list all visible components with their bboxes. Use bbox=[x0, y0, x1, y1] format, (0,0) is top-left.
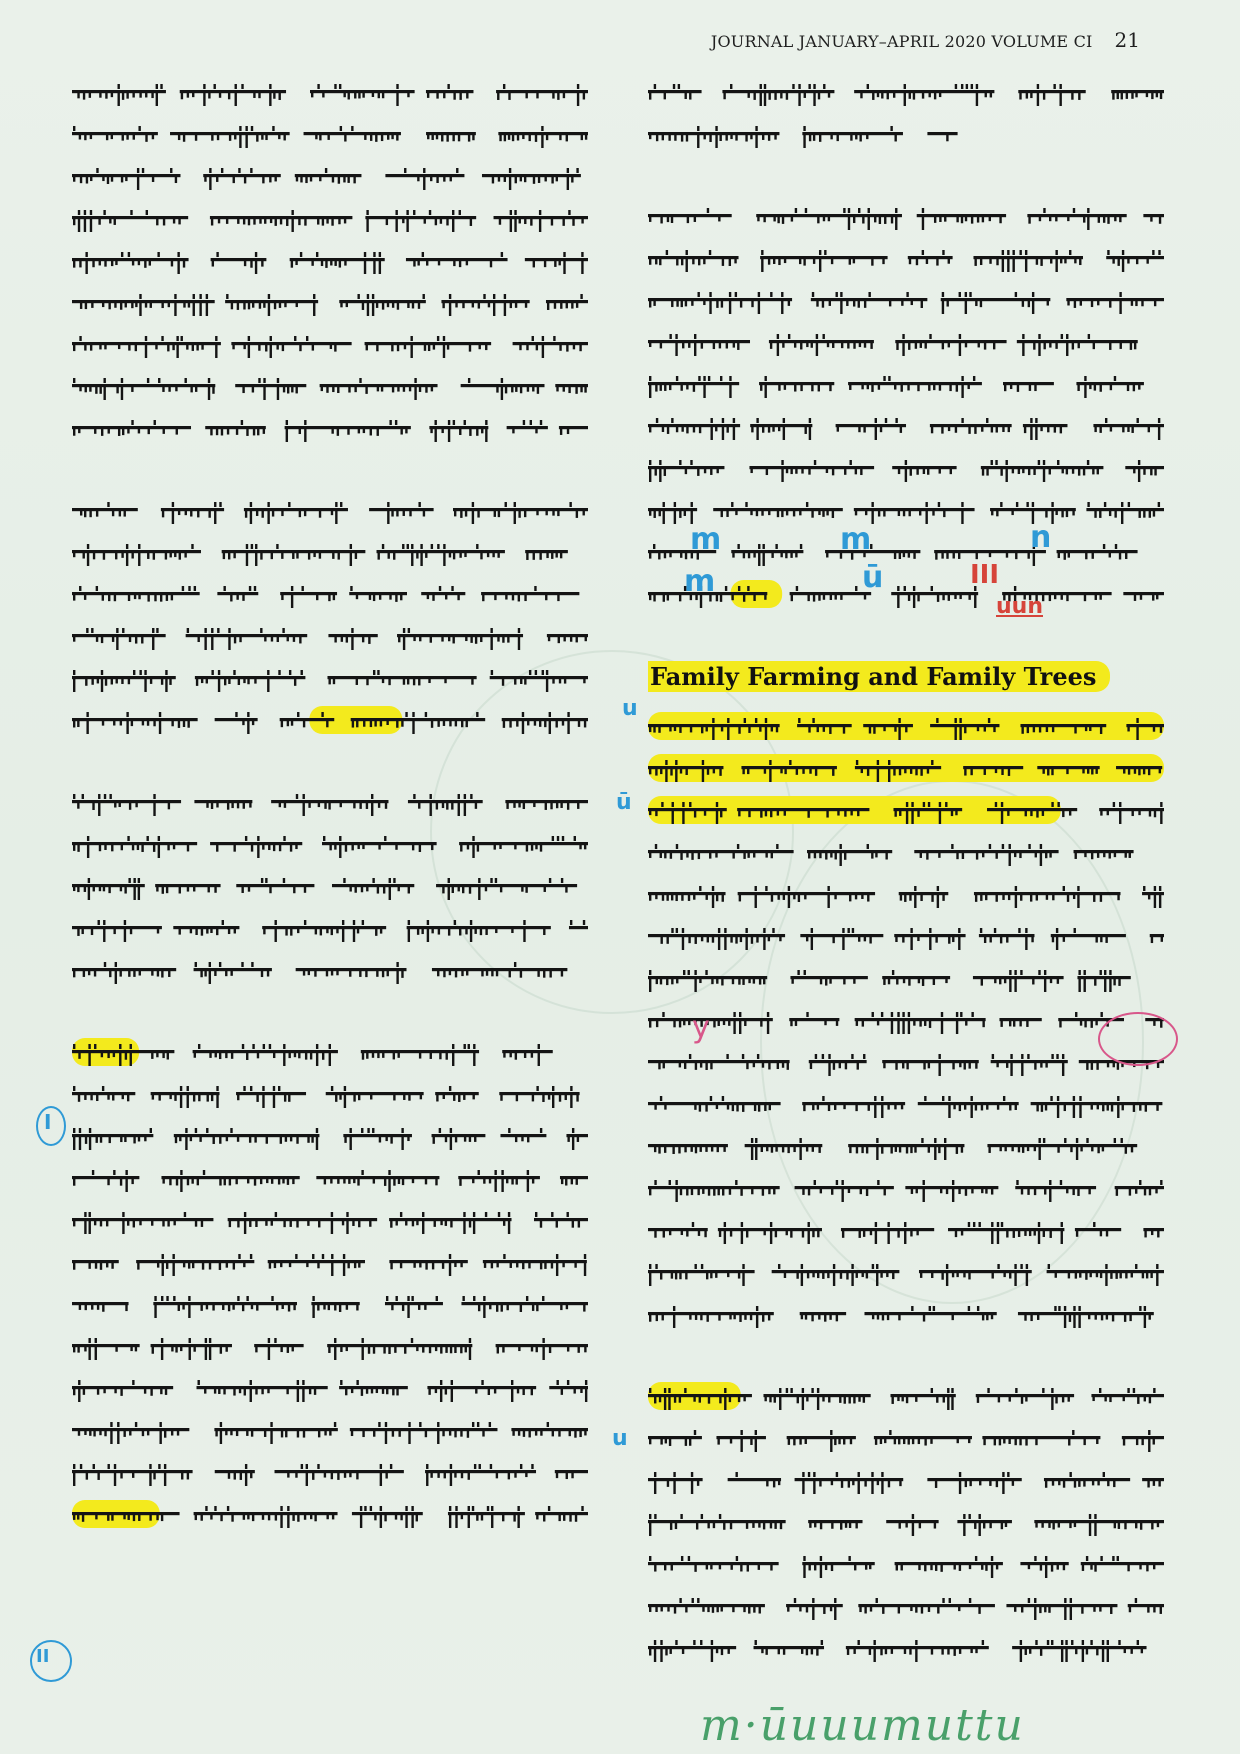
glyph-line bbox=[72, 1120, 588, 1152]
text-line bbox=[648, 1590, 1164, 1622]
annotation-red-underline: uun bbox=[996, 594, 1043, 619]
left-column bbox=[72, 76, 588, 1540]
text-line bbox=[648, 368, 1164, 400]
glyph-line bbox=[648, 1088, 1164, 1120]
text-line bbox=[648, 242, 1164, 274]
annotation-iii: III bbox=[970, 560, 1000, 590]
glyph-line bbox=[648, 920, 1164, 952]
glyph-line bbox=[648, 200, 1164, 232]
glyph-line bbox=[648, 878, 1164, 910]
text-line bbox=[72, 1078, 588, 1110]
text-line bbox=[72, 1498, 588, 1530]
glyph-line bbox=[648, 1172, 1164, 1204]
glyph-line bbox=[648, 1506, 1164, 1538]
text-line bbox=[648, 1214, 1164, 1246]
glyph-line bbox=[72, 1456, 588, 1488]
text-line bbox=[648, 920, 1164, 952]
text-line bbox=[72, 370, 588, 402]
glyph-line bbox=[648, 962, 1164, 994]
text-line bbox=[648, 452, 1164, 484]
glyph-line bbox=[648, 1256, 1164, 1288]
text-line bbox=[648, 494, 1164, 526]
glyph-line bbox=[648, 1130, 1164, 1162]
section-title bbox=[648, 660, 1164, 694]
glyph-line bbox=[648, 118, 1164, 150]
text-line bbox=[72, 202, 588, 234]
text-line bbox=[648, 1422, 1164, 1454]
glyph-line bbox=[72, 244, 588, 276]
text-line bbox=[72, 1372, 588, 1404]
text-line bbox=[648, 1548, 1164, 1580]
glyph-line bbox=[72, 828, 588, 860]
text-line bbox=[648, 410, 1164, 442]
paragraph-break bbox=[648, 160, 1164, 200]
running-header bbox=[711, 28, 1140, 52]
glyph-line bbox=[648, 794, 1164, 826]
text-line bbox=[648, 1256, 1164, 1288]
text-line bbox=[648, 962, 1164, 994]
annotation-u-1: u bbox=[622, 696, 638, 721]
text-line bbox=[648, 1088, 1164, 1120]
journal-title: JOURNAL JANUARY–APRIL 2020 VOLUME CI bbox=[710, 32, 1093, 51]
text-line bbox=[72, 578, 588, 610]
text-line bbox=[648, 578, 1164, 610]
glyph-line bbox=[648, 752, 1164, 784]
glyph-line bbox=[72, 786, 588, 818]
annotation-u-2: ū bbox=[616, 790, 632, 815]
text-line bbox=[72, 662, 588, 694]
glyph-line bbox=[72, 1372, 588, 1404]
text-line bbox=[648, 1046, 1164, 1078]
text-line bbox=[648, 326, 1164, 358]
text-line bbox=[648, 1172, 1164, 1204]
annotation-m-3: m bbox=[684, 564, 716, 599]
glyph-line bbox=[72, 912, 588, 944]
glyph-line bbox=[72, 1498, 588, 1530]
text-line bbox=[72, 1288, 588, 1320]
text-line bbox=[648, 878, 1164, 910]
annotation-m-2: m bbox=[840, 522, 872, 557]
glyph-line bbox=[72, 620, 588, 652]
text-line bbox=[72, 1204, 588, 1236]
glyph-line bbox=[648, 76, 1164, 108]
glyph-line bbox=[72, 286, 588, 318]
paragraph-break bbox=[648, 620, 1164, 660]
glyph-line bbox=[648, 1548, 1164, 1580]
glyph-line bbox=[72, 704, 588, 736]
text-line bbox=[72, 412, 588, 444]
text-line bbox=[72, 828, 588, 860]
glyph-line bbox=[72, 1414, 588, 1446]
text-line bbox=[72, 160, 588, 192]
glyph-line bbox=[72, 578, 588, 610]
text-line bbox=[648, 76, 1164, 108]
text-line bbox=[648, 1506, 1164, 1538]
right-column bbox=[648, 76, 1164, 1674]
glyph-line bbox=[648, 1004, 1164, 1036]
text-line bbox=[648, 1464, 1164, 1496]
text-line bbox=[72, 1456, 588, 1488]
glyph-line bbox=[72, 160, 588, 192]
text-line bbox=[72, 244, 588, 276]
annotation-u-3: u bbox=[612, 1426, 628, 1451]
glyph-line bbox=[648, 452, 1164, 484]
glyph-line bbox=[648, 578, 1164, 610]
glyph-line bbox=[72, 76, 588, 108]
glyph-line bbox=[648, 410, 1164, 442]
text-line bbox=[72, 536, 588, 568]
text-line bbox=[72, 328, 588, 360]
annotation-pink-circle bbox=[1098, 1012, 1178, 1066]
text-line bbox=[72, 704, 588, 736]
glyph-line bbox=[648, 1464, 1164, 1496]
text-line bbox=[72, 118, 588, 150]
annotation-u-4: ū bbox=[862, 560, 884, 595]
glyph-line bbox=[648, 1590, 1164, 1622]
section-title-text: Family Farming and Family Trees bbox=[648, 661, 1110, 692]
handwritten-signature: m·ūuuumuttu bbox=[700, 1700, 1025, 1751]
text-line bbox=[72, 1246, 588, 1278]
text-line bbox=[648, 836, 1164, 868]
text-line bbox=[648, 200, 1164, 232]
text-line bbox=[648, 794, 1164, 826]
text-line bbox=[72, 1120, 588, 1152]
text-line bbox=[72, 1162, 588, 1194]
glyph-line bbox=[648, 710, 1164, 742]
text-line bbox=[72, 286, 588, 318]
annotation-circle-2-label: II bbox=[36, 1646, 50, 1667]
glyph-line bbox=[72, 328, 588, 360]
glyph-line bbox=[648, 1422, 1164, 1454]
text-line bbox=[72, 786, 588, 818]
glyph-line bbox=[648, 1380, 1164, 1412]
glyph-line bbox=[648, 1298, 1164, 1330]
text-line bbox=[72, 1414, 588, 1446]
glyph-line bbox=[72, 954, 588, 986]
annotation-n-1: n bbox=[1030, 520, 1052, 555]
text-line bbox=[648, 752, 1164, 784]
text-line bbox=[648, 536, 1164, 568]
paragraph-break bbox=[72, 746, 588, 786]
glyph-line bbox=[72, 412, 588, 444]
page-number: 21 bbox=[1114, 28, 1140, 52]
glyph-line bbox=[648, 536, 1164, 568]
text-line bbox=[72, 912, 588, 944]
glyph-line bbox=[72, 370, 588, 402]
glyph-line bbox=[648, 284, 1164, 316]
text-line bbox=[72, 1330, 588, 1362]
glyph-line bbox=[72, 1078, 588, 1110]
glyph-line bbox=[72, 1330, 588, 1362]
glyph-line bbox=[648, 368, 1164, 400]
text-line bbox=[72, 954, 588, 986]
glyph-line bbox=[648, 1214, 1164, 1246]
text-line bbox=[648, 1130, 1164, 1162]
glyph-line bbox=[72, 202, 588, 234]
annotation-m-1: m bbox=[690, 522, 722, 557]
text-line bbox=[648, 1298, 1164, 1330]
text-line bbox=[72, 1036, 588, 1068]
glyph-line bbox=[72, 1288, 588, 1320]
glyph-line bbox=[72, 494, 588, 526]
text-line bbox=[648, 118, 1164, 150]
glyph-line bbox=[72, 1036, 588, 1068]
glyph-line bbox=[72, 870, 588, 902]
text-line bbox=[648, 1632, 1164, 1664]
glyph-line bbox=[72, 1204, 588, 1236]
glyph-line bbox=[648, 326, 1164, 358]
glyph-line bbox=[72, 536, 588, 568]
glyph-line bbox=[648, 242, 1164, 274]
text-line bbox=[648, 284, 1164, 316]
paragraph-break bbox=[72, 454, 588, 494]
glyph-line bbox=[72, 662, 588, 694]
glyph-line bbox=[648, 494, 1164, 526]
text-line bbox=[72, 870, 588, 902]
glyph-line bbox=[648, 1632, 1164, 1664]
text-line bbox=[72, 620, 588, 652]
text-line bbox=[648, 1380, 1164, 1412]
paragraph-break bbox=[648, 1340, 1164, 1380]
text-line bbox=[648, 1004, 1164, 1036]
annotation-pink-u: y bbox=[692, 1010, 710, 1045]
annotation-circle-1-label: I bbox=[44, 1110, 52, 1134]
glyph-line bbox=[648, 1046, 1164, 1078]
glyph-line bbox=[72, 1246, 588, 1278]
glyph-line bbox=[72, 118, 588, 150]
text-line bbox=[72, 76, 588, 108]
glyph-line bbox=[72, 1162, 588, 1194]
glyph-line bbox=[648, 836, 1164, 868]
text-line bbox=[648, 710, 1164, 742]
text-line bbox=[72, 494, 588, 526]
paragraph-break bbox=[72, 996, 588, 1036]
